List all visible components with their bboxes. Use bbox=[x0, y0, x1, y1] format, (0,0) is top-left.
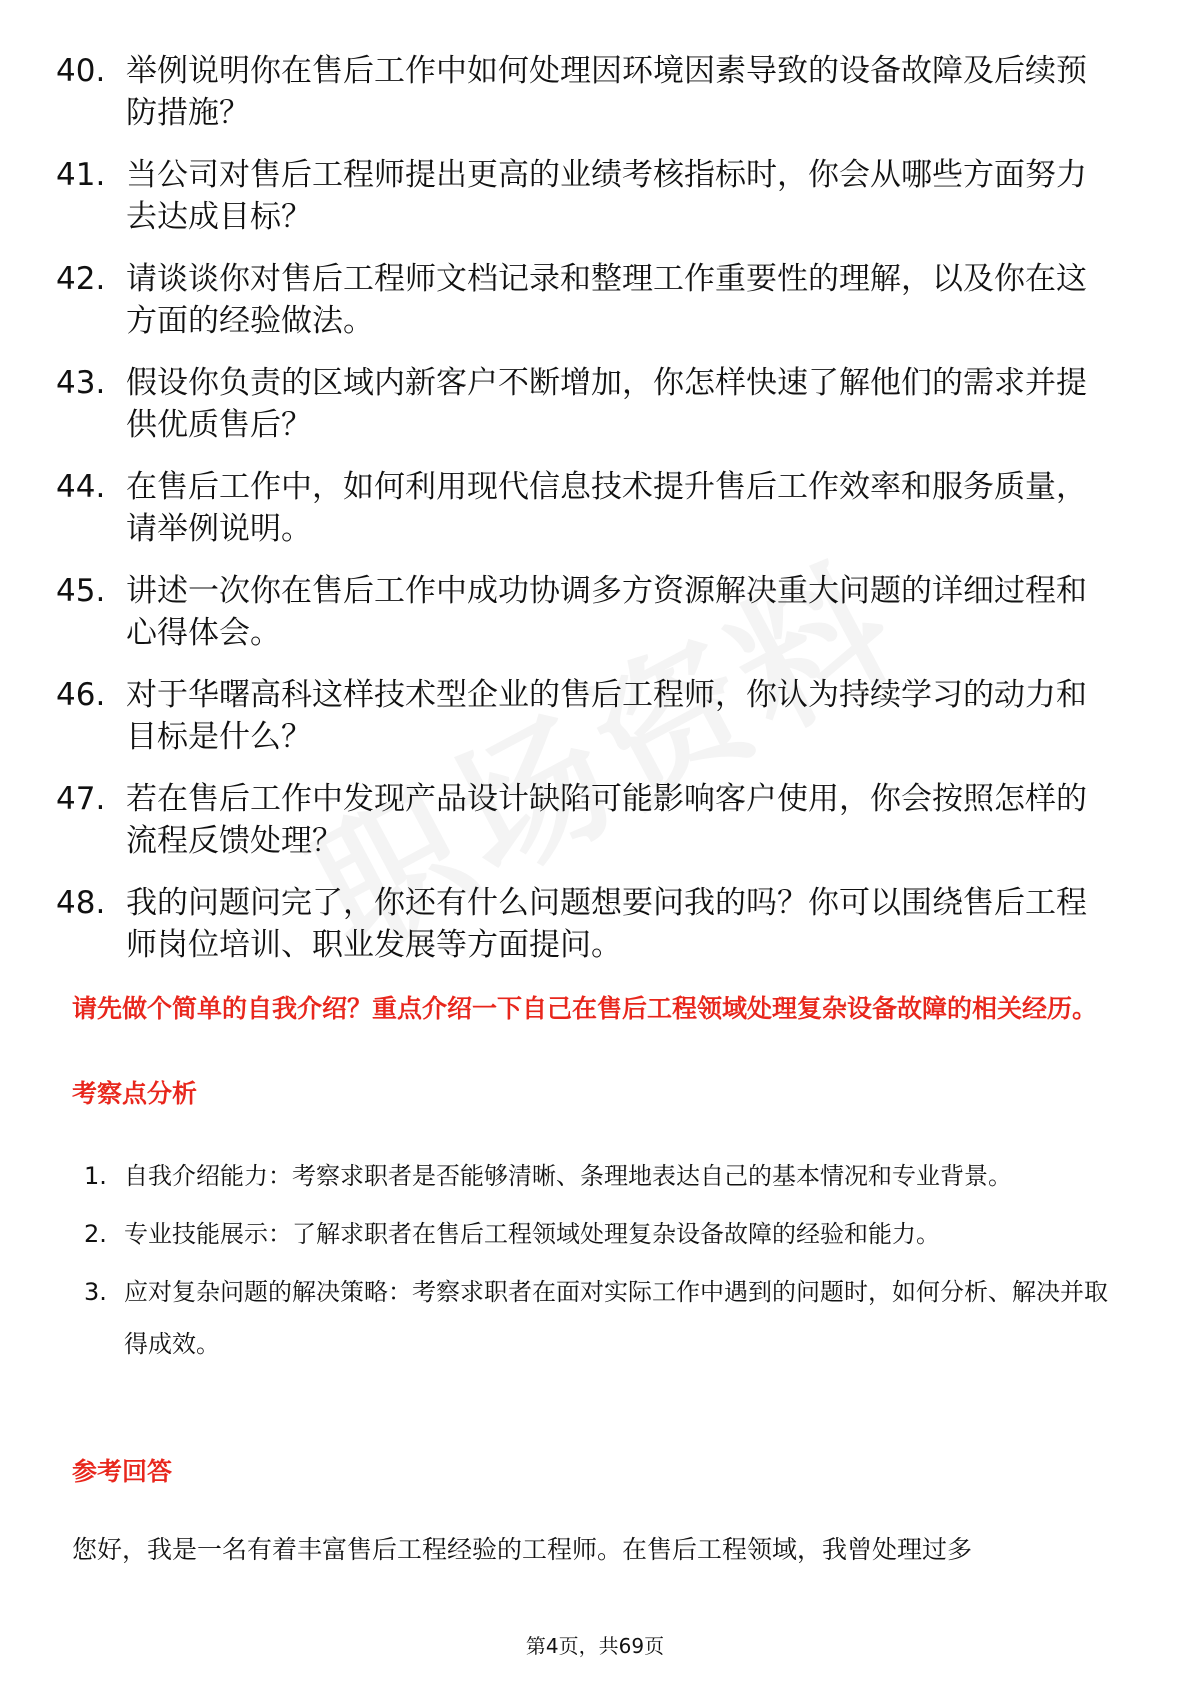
question-item bbox=[56, 362, 1116, 446]
analysis-list bbox=[84, 1150, 1124, 1376]
question-number: 43. bbox=[56, 365, 106, 401]
answer-heading: 参考回答 bbox=[72, 1457, 173, 1486]
analysis-heading: 考察点分析 bbox=[72, 1079, 198, 1108]
analysis-item bbox=[84, 1150, 1124, 1202]
question-text: 在售后工作中，如何利用现代信息技术提升售后工作效率和服务质量，请举例说明。 bbox=[126, 469, 1087, 547]
question-number: 46. bbox=[56, 677, 106, 713]
question-item bbox=[56, 570, 1116, 654]
question-list bbox=[56, 50, 1116, 986]
question-item bbox=[56, 50, 1116, 134]
analysis-text: 应对复杂问题的解决策略：考察求职者在面对实际工作中遇到的问题时，如何分析、解决并取得成效。 bbox=[124, 1278, 1108, 1358]
question-number: 44. bbox=[56, 469, 106, 505]
question-number: 40. bbox=[56, 53, 106, 89]
question-number: 48. bbox=[56, 885, 106, 921]
question-number: 42. bbox=[56, 261, 106, 297]
question-number: 45. bbox=[56, 573, 106, 609]
answer-text: 您好，我是一名有着丰富售后工程经验的工程师。在售后工程领域，我曾处理过多 bbox=[72, 1535, 973, 1564]
question-text: 请谈谈你对售后工程师文档记录和整理工作重要性的理解，以及你在这方面的经验做法。 bbox=[126, 261, 1087, 339]
analysis-item bbox=[84, 1266, 1124, 1370]
question-text: 当公司对售后工程师提出更高的业绩考核指标时，你会从哪些方面努力去达成目标？ bbox=[126, 157, 1087, 235]
question-number: 47. bbox=[56, 781, 106, 817]
question-item bbox=[56, 466, 1116, 550]
question-text: 我的问题问完了，你还有什么问题想要问我的吗？你可以围绕售后工程师岗位培训、职业发展等方面提问。 bbox=[126, 885, 1087, 963]
question-number: 41. bbox=[56, 157, 106, 193]
analysis-text: 专业技能展示：了解求职者在售后工程领域处理复杂设备故障的经验和能力。 bbox=[124, 1220, 940, 1248]
question-text: 假设你负责的区域内新客户不断增加，你怎样快速了解他们的需求并提供优质售后？ bbox=[126, 365, 1087, 443]
analysis-number: 1. bbox=[84, 1162, 107, 1190]
question-text: 讲述一次你在售后工作中成功协调多方资源解决重大问题的详细过程和心得体会。 bbox=[126, 573, 1087, 651]
featured-question: 请先做个简单的自我介绍？重点介绍一下自己在售后工程领域处理复杂设备故障的相关经历。 bbox=[72, 994, 1098, 1023]
question-item bbox=[56, 674, 1116, 758]
analysis-number: 2. bbox=[84, 1220, 107, 1248]
analysis-text: 自我介绍能力：考察求职者是否能够清晰、条理地表达自己的基本情况和专业背景。 bbox=[124, 1162, 1012, 1190]
question-text: 举例说明你在售后工作中如何处理因环境因素导致的设备故障及后续预防措施？ bbox=[126, 53, 1087, 131]
question-text: 对于华曙高科这样技术型企业的售后工程师，你认为持续学习的动力和目标是什么？ bbox=[126, 677, 1087, 755]
analysis-item bbox=[84, 1208, 1124, 1260]
analysis-number: 3. bbox=[84, 1278, 107, 1306]
question-item bbox=[56, 882, 1116, 966]
question-item bbox=[56, 258, 1116, 342]
page-footer: 第4页，共69页 bbox=[525, 1634, 665, 1658]
question-text: 若在售后工作中发现产品设计缺陷可能影响客户使用，你会按照怎样的流程反馈处理？ bbox=[126, 781, 1087, 859]
question-item bbox=[56, 154, 1116, 238]
question-item bbox=[56, 778, 1116, 862]
